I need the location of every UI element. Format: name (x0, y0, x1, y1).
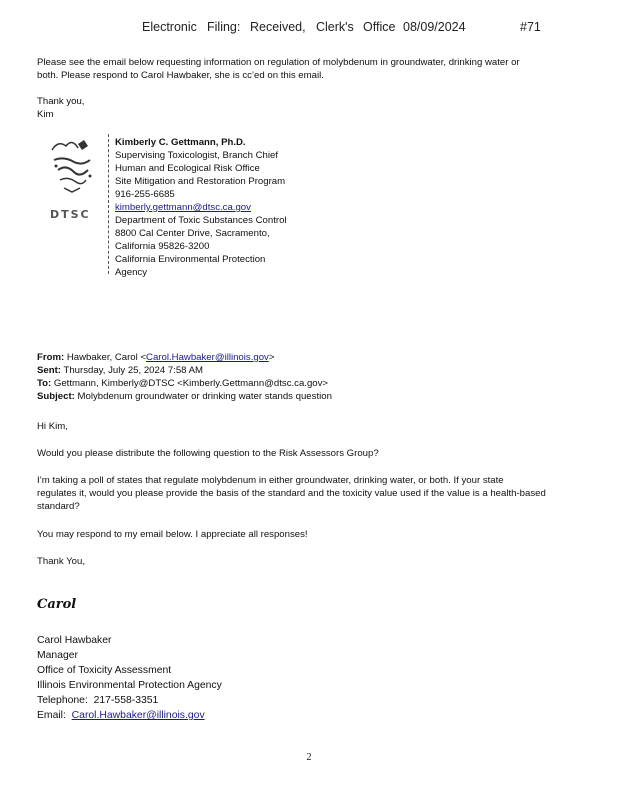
sender-name: Carol Hawbaker (37, 635, 112, 646)
sender-office: Office of Toxicity Assessment (37, 665, 172, 676)
to-label: To: (37, 378, 52, 389)
body-paragraph-1: Would you please distribute the following question to the Risk Assessors Group? (37, 448, 379, 459)
to-value: Gettmann, Kimberly@DTSC <Kimberly.Gettmann@dtsc.ca.gov> (53, 378, 329, 389)
sender-phone (37, 694, 158, 708)
sig-office: Human and Ecological Risk Office (115, 163, 260, 174)
signature-separator (108, 134, 109, 274)
sig-agency-1: California Environmental Protection (115, 254, 266, 265)
email-from (37, 351, 274, 364)
header-office: Office (363, 20, 396, 34)
intro-thanks: Thank you, (37, 96, 85, 107)
email-subject (37, 390, 332, 403)
body-paragraph-2-line-3: standard? (37, 501, 80, 512)
sender-script-name: Carol (37, 597, 77, 612)
header-electronic: Electronic (142, 20, 197, 34)
sent-value: Thursday, July 25, 2024 7:58 AM (63, 365, 204, 376)
sent-label: Sent: (37, 365, 61, 376)
body-paragraph-3: You may respond to my email below. I appreciate all responses! (37, 529, 308, 540)
sig-name: Kimberly C. Gettmann, Ph.D. (115, 137, 246, 148)
dtsc-emblem-icon (44, 136, 102, 222)
page-number: 2 (306, 752, 312, 763)
sig-address-1: 8800 Cal Center Drive, Sacramento, (115, 228, 270, 239)
email-sent (37, 364, 203, 377)
intro-line-1: Please see the email below requesting information on regulation of molybdenum in groundwater, drinking water or (37, 57, 520, 68)
sig-program: Site Mitigation and Restoration Program (115, 176, 286, 187)
sig-title: Supervising Toxicologist, Branch Chief (115, 150, 278, 161)
header-received: Received, (250, 20, 306, 34)
sig-phone: 916-255-6685 (115, 189, 175, 200)
sender-email-link[interactable]: Carol.Hawbaker@illinois.gov (71, 710, 205, 721)
dtsc-logo-caption: DTSC (50, 208, 91, 221)
body-closing: Thank You, (37, 556, 86, 567)
body-paragraph-2-line-2: regulates it, would you please provide the basis of the standard and the toxicity value used if the value is a health-based (37, 488, 546, 499)
from-label: From: (37, 352, 65, 363)
header-clerks: Clerk's (316, 20, 354, 34)
from-close: > (268, 352, 275, 363)
sig-email-link[interactable]: kimberly.gettmann@dtsc.ca.gov (115, 202, 251, 213)
header-filing: Filing: (207, 20, 241, 34)
body-greeting: Hi Kim, (37, 421, 68, 432)
from-name: Hawbaker, Carol < (66, 352, 147, 363)
header-number: #71 (520, 20, 541, 34)
subject-label: Subject: (37, 391, 75, 402)
phone-label: Telephone: (37, 695, 88, 706)
sig-agency-2: Agency (115, 267, 147, 278)
header-date: 08/09/2024 (403, 20, 466, 34)
intro-name: Kim (37, 109, 54, 120)
sig-department: Department of Toxic Substances Control (115, 215, 287, 226)
sender-agency: Illinois Environmental Protection Agency (37, 680, 222, 691)
sig-address-2: California 95826-3200 (115, 241, 210, 252)
sender-title: Manager (37, 650, 79, 661)
email-to (37, 377, 328, 390)
dtsc-logo (44, 136, 102, 222)
subject-value: Molybdenum groundwater or drinking water stands question (77, 391, 332, 402)
intro-line-2: both. Please respond to Carol Hawbaker, she is cc’ed on this email. (37, 70, 324, 81)
body-paragraph-2-line-1: I’m taking a poll of states that regulate molybdenum in either groundwater, drinking water, or both. If your state (37, 475, 504, 486)
filing-header (0, 20, 618, 36)
from-email-link[interactable]: Carol.Hawbaker@illinois.gov (146, 352, 269, 363)
email-label: Email: (37, 710, 66, 721)
phone-value: 217-558-3351 (93, 695, 159, 706)
sender-email (37, 709, 205, 723)
